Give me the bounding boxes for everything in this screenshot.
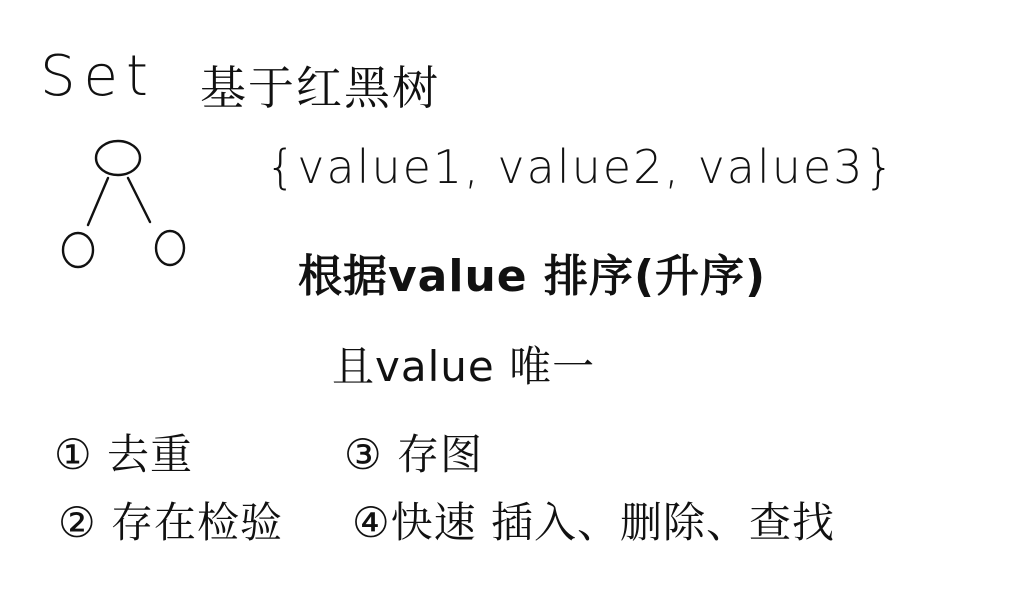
sort-note: 根据value 排序(升序) (298, 251, 767, 302)
set-description: 基于红黑树 (200, 61, 440, 115)
binary-tree-icon (50, 130, 200, 280)
feature-item-4: ④快速 插入、删除、查找 (352, 498, 836, 547)
feature-item-3: ③ 存图 (344, 430, 484, 479)
set-literal: {value1, value2, value3} (266, 140, 896, 194)
tree-left-edge (88, 178, 108, 225)
set-keyword: Set (40, 44, 156, 109)
tree-root-node (96, 141, 140, 175)
tree-right-edge (128, 178, 150, 222)
tree-right-child (156, 231, 184, 265)
feature-item-2: ② 存在检验 (58, 498, 284, 547)
unique-note: 且value 唯一 (332, 342, 596, 391)
tree-left-child (63, 233, 93, 267)
feature-item-1: ① 去重 (54, 430, 194, 479)
